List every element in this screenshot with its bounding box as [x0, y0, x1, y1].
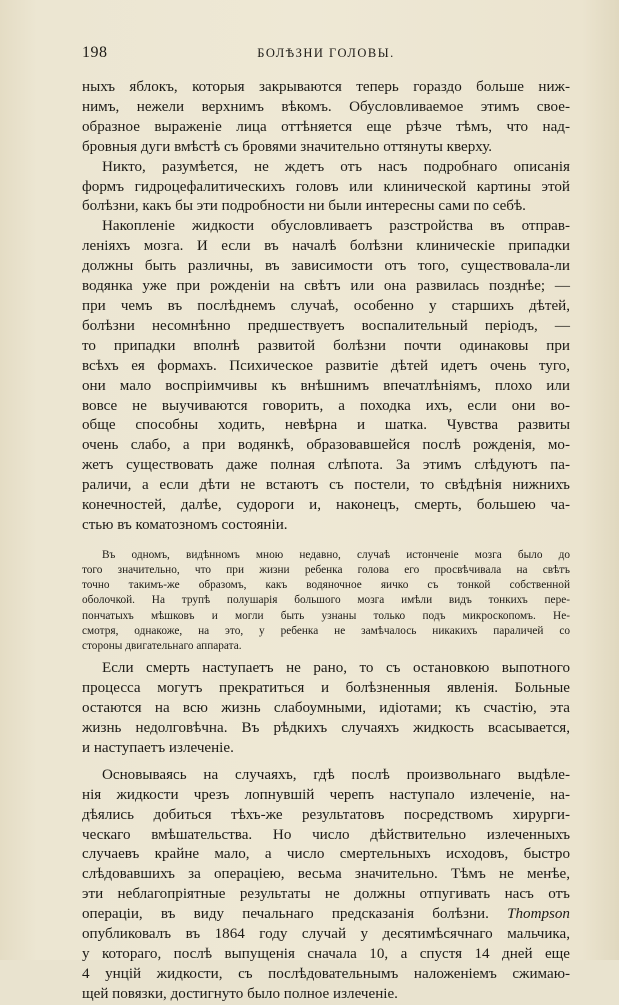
text-line: 4 унцій жидкости, съ послѣдовательнымъ наложеніемъ сжимаю-: [82, 965, 570, 982]
text-line: Если смерть наступаетъ не рано, то съ остановкою выпотного: [102, 660, 570, 677]
paragraph: [82, 766, 570, 1005]
text-line: остаются на всю жизнь слабоумными, идіотами; къ счастію, эта: [82, 700, 570, 717]
text-line: ческаго вмѣшательства. Но число дѣйствительно излеченныхъ: [82, 826, 570, 843]
text-line: жизнь недолговѣчна. Въ рѣдкихъ случаяхъ жидкость всасывается,: [82, 719, 570, 736]
text-line: стью въ коматозномъ состояніи.: [82, 516, 288, 533]
text-segment: операціи, въ виду печальнаго предсказанія болѣзни.: [82, 906, 489, 923]
author-name: Thompson: [507, 906, 570, 923]
text-line: болѣзни, какъ бы эти подробности ни были интересны сами по себѣ.: [82, 198, 526, 215]
text-line: леніяхъ мозга. И если въ началѣ болѣзни клиническіе припадки: [82, 238, 570, 255]
text-line: при чемъ въ послѣднемъ случаѣ, особенно у старшихъ дѣтей,: [82, 297, 570, 314]
note-line: Въ одномъ, видѣнномъ мною недавно, случаѣ истонченіе мозга было до: [102, 548, 570, 561]
body-text: [82, 78, 570, 1005]
text-line: Накопленіе жидкости обусловливаетъ разстройства въ отправ-: [102, 218, 570, 235]
text-line: случаевъ крайне мало, а число смертельныхъ исходовъ, быстро: [82, 846, 570, 863]
text-line: бровныя дуги вмѣстѣ съ бровями значительно оттянуты кверху.: [82, 138, 493, 155]
note-line: оболочкой. На трупѣ полушарія большого мозга имѣли видъ тонкихъ пере-: [82, 594, 570, 607]
text-line: болѣзни несомнѣнно предшествуетъ воспалительный періодъ, —: [82, 317, 570, 334]
text-line: у котораго, послѣ выпущенія сначала 10, а спустя 14 дней еще: [82, 945, 570, 962]
paragraph: [82, 217, 570, 536]
text-line: то припадки вполнѣ развитой болѣзни почти одинаковы при: [82, 337, 570, 354]
text-line: эти неблагопріятные результаты не должны отпугивать насъ отъ: [82, 886, 570, 903]
note-line: пончатыхъ мѣшковъ и могли быть узнаны только подъ микроскопомъ. Не-: [82, 609, 570, 622]
text-line: жетъ существовать даже полная слѣпота. За этимъ слѣдуютъ па-: [82, 457, 570, 474]
text-line: нимъ, нежели верхнимъ вѣкомъ. Обусловливаемое этимъ свое-: [82, 98, 570, 115]
note-line: того значительно, что при жизни ребенка голова его просвѣчивала на свѣтъ: [82, 564, 570, 577]
text-line: щей повязки, достигнуто было полное излеченіе.: [82, 985, 398, 1002]
paragraph: [82, 158, 570, 218]
text-line: они мало воспріимчивы къ внѣшнимъ впечатлѣніямъ, плохо или: [82, 377, 570, 394]
text-line: вовсе не выучиваются говорить, а походка ихъ, если они во-: [82, 397, 570, 414]
text-line: конечностей, далѣе, судороги и, наконецъ, смерть, большею ча-: [82, 497, 570, 514]
text-line: обще способны ходить, невѣрна и шатка. Чувства развиты: [82, 417, 570, 434]
text-line: слѣдовавшихъ за операціею, весьма значительно. Тѣмъ не менѣе,: [82, 866, 570, 883]
note-line: точно такимъ-же образомъ, какъ водяночное яичко съ тонкой собственной: [82, 579, 570, 592]
running-title: БОЛѢЗНИ ГОЛОВЫ.: [257, 46, 395, 60]
text-line: нія жидкости чрезъ лопнувшій черепъ наступало излеченіе, на-: [82, 786, 570, 803]
paragraph: [82, 78, 570, 158]
note-line: стороны двигательнаго аппарата.: [82, 640, 242, 653]
text-line: формъ гидроцефалитическихъ головъ или клинической картины этой: [82, 178, 570, 195]
text-line: всѣхъ ея формахъ. Психическое развитіе дѣтей идетъ очень туго,: [82, 357, 570, 374]
page-number: 198: [82, 44, 108, 61]
text-line: раличи, а если дѣти не встаютъ съ постели, то свѣдѣнія нижнихъ: [82, 477, 570, 494]
paragraph: [82, 659, 570, 759]
text-line: дѣялись добиться тѣхъ-же результатовъ посредствомъ хирурги-: [82, 806, 570, 823]
page-header: [82, 44, 570, 66]
small-print-note: [82, 548, 570, 654]
text-line: процесса могутъ прекратиться и болѣзненныя явленія. Больные: [82, 680, 570, 697]
text-line: и наступаетъ излеченіе.: [82, 739, 234, 756]
text-line: ныхъ яблокъ, которыя закрываются теперь гораздо больше ниж-: [82, 79, 570, 95]
text-line: Никто, разумѣется, не ждетъ отъ насъ подробнаго описанія: [102, 158, 570, 175]
text-line: Основываясь на случаяхъ, гдѣ послѣ произвольнаго выдѣле-: [102, 766, 570, 783]
note-line: смотря, однакоже, на это, у ребенка не замѣчалось никакихъ параличей со: [82, 624, 570, 637]
text-line: очень слабо, а при водянкѣ, образовавшейся послѣ рожденія, мо-: [82, 437, 570, 454]
text-line: опубликовалъ въ 1864 году случай у десятимѣсячнаго мальчика,: [82, 926, 570, 943]
text-line: должны быть различны, въ зависимости отъ того, существовала-ли: [82, 258, 570, 275]
text-line: образное выраженіе лица оттѣняется еще рѣзче тѣмъ, что над-: [82, 118, 570, 135]
text-line: водянка уже при рожденіи на свѣтъ или она развилась позднѣе; —: [82, 278, 570, 295]
text-line-with-author: [82, 905, 570, 925]
